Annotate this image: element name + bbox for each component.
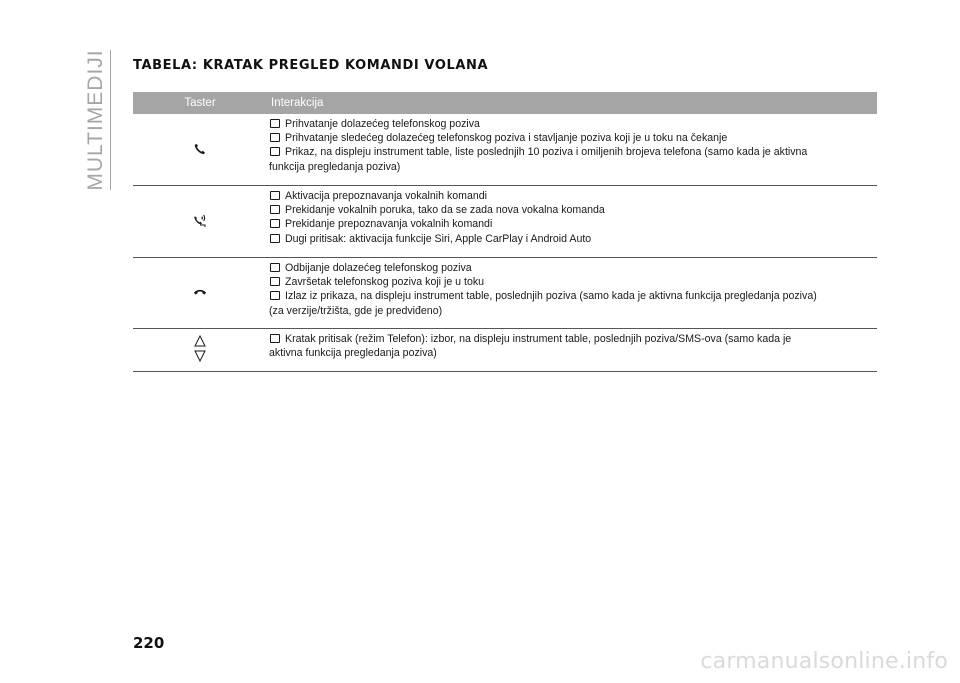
bullet-box-icon — [270, 133, 280, 142]
section-divider — [110, 50, 111, 190]
hang-up-icon — [193, 288, 207, 296]
section-label: MULTIMEDIJI — [84, 49, 107, 191]
phone-icon — [194, 143, 206, 155]
list-item: Izlaz iz prikaza, na displeju instrument table, poslednjih poziva (samo kada je aktivna funkcija pregledanja poziva) — [269, 289, 877, 303]
list-item: Prihvatanje sledećeg dolazećeg telefonskog poziva i stavljanje poziva koji je u toku na čekanje — [269, 131, 877, 145]
table-row — [133, 329, 877, 372]
interaction-cell — [267, 261, 877, 323]
list-item-continuation: aktivna funkcija pregledanja poziva) — [269, 347, 437, 360]
key-cell — [133, 332, 267, 366]
bullet-box-icon — [270, 205, 280, 214]
interaction-cell — [267, 117, 877, 180]
list-item: Kratak pritisak (režim Telefon): izbor, na displeju instrument table, poslednjih poziva/SMS-ova (samo kada je — [269, 332, 877, 346]
table-row — [133, 114, 877, 186]
page-number: 220 — [133, 634, 165, 652]
controls-table — [133, 92, 877, 372]
table-header — [133, 92, 877, 114]
column-header-key: Taster — [184, 97, 216, 109]
key-cell — [133, 189, 267, 252]
bullet-box-icon — [270, 277, 280, 286]
list-item: Završetak telefonskog poziva koji je u toku — [269, 275, 877, 289]
list-item-continuation: funkcija pregledanja poziva) — [269, 160, 401, 173]
bullet-box-icon — [270, 147, 280, 156]
bullet-box-icon — [270, 234, 280, 243]
bullet-box-icon — [270, 119, 280, 128]
list-item: Prihvatanje dolazećeg telefonskog poziva — [269, 117, 877, 131]
interaction-cell — [267, 332, 877, 366]
interaction-cell — [267, 189, 877, 252]
voice-command-icon — [193, 214, 207, 228]
table-title: TABELA: KRATAK PREGLED KOMANDI VOLANA — [133, 58, 489, 73]
list-item: Prekidanje vokalnih poruka, tako da se zada nova vokalna komanda — [269, 203, 877, 217]
table-row — [133, 186, 877, 258]
bullet-box-icon — [270, 291, 280, 300]
key-cell — [133, 117, 267, 180]
list-item: Prekidanje prepoznavanja vokalnih komandi — [269, 217, 877, 231]
key-cell — [133, 261, 267, 323]
bullet-box-icon — [270, 219, 280, 228]
bullet-box-icon — [270, 191, 280, 200]
bullet-box-icon — [270, 263, 280, 272]
watermark: carmanualsonline.info — [700, 649, 948, 674]
bullet-box-icon — [270, 334, 280, 343]
list-item: Dugi pritisak: aktivacija funkcije Siri, Apple CarPlay i Android Auto — [269, 232, 877, 246]
list-item-continuation: (za verzije/tržišta, gde je predviđeno) — [269, 304, 443, 317]
up-down-arrows-icon — [194, 335, 206, 363]
column-header-interaction: Interakcija — [271, 97, 324, 109]
table-row — [133, 258, 877, 329]
list-item: Aktivacija prepoznavanja vokalnih komandi — [269, 189, 877, 203]
list-item: Odbijanje dolazećeg telefonskog poziva — [269, 261, 877, 275]
list-item: Prikaz, na displeju instrument table, liste poslednjih 10 poziva i omiljenih brojeva telefona (samo kada je aktivna — [269, 145, 877, 159]
